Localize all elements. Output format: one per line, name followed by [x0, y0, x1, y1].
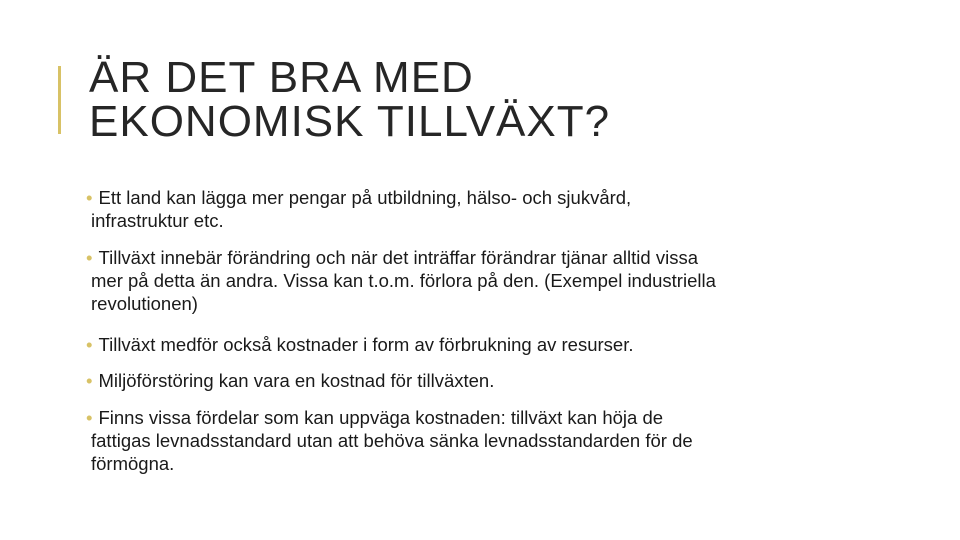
bullet-5-line-3: förmögna.: [91, 453, 175, 474]
bullet-2-line-3: revolutionen): [91, 293, 198, 314]
bullet-3-line-1: Tillväxt medför också kostnader i form av förbrukning av resurser.: [98, 334, 634, 355]
bullet-2-line-2: mer på detta än andra. Vissa kan t.o.m. förlora på den. (Exempel industriella: [91, 270, 716, 291]
slide-title-line-2: EKONOMISK TILLVÄXT?: [89, 97, 611, 146]
bullet-dot-icon: •: [86, 247, 93, 268]
bullet-4-line-1: Miljöförstöring kan vara en kostnad för tillväxten.: [98, 370, 495, 391]
bullet-2-line-1: Tillväxt innebär förändring och när det inträffar förändrar tjänar alltid vissa: [98, 247, 698, 268]
bullet-item-2: [86, 246, 856, 315]
bullet-1-line-1: Ett land kan lägga mer pengar på utbildning, hälso- och sjukvård,: [98, 187, 632, 208]
slide-title-line-1: ÄR DET BRA MED: [89, 53, 474, 102]
bullet-5-line-1: Finns vissa fördelar som kan uppväga kostnaden: tillväxt kan höja de: [98, 407, 664, 428]
bullet-item-3: [86, 333, 846, 356]
bullet-1-line-2: infrastruktur etc.: [91, 210, 224, 231]
bullet-item-5: [86, 406, 846, 475]
bullet-dot-icon: •: [86, 407, 93, 428]
bullet-item-1: [86, 186, 806, 232]
bullet-item-4: [86, 369, 846, 392]
bullet-dot-icon: •: [86, 334, 93, 355]
bullet-dot-icon: •: [86, 370, 93, 391]
bullet-dot-icon: •: [86, 187, 93, 208]
bullet-5-line-2: fattigas levnadsstandard utan att behöva sänka levnadsstandarden för de: [91, 430, 693, 451]
